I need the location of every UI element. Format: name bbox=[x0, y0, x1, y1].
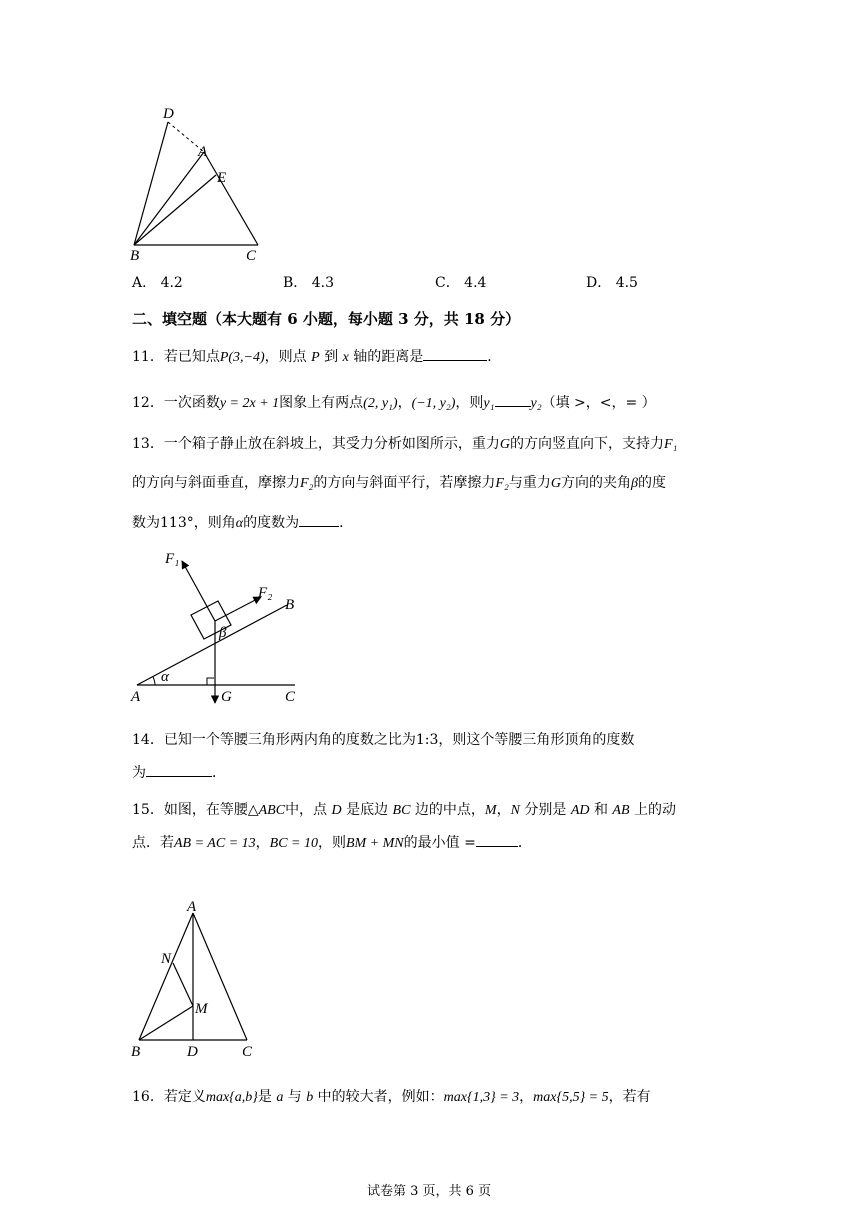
section-heading: 二、填空题（本大题有 6 小题，每小题 3 分，共 18 分） bbox=[132, 310, 521, 328]
question-13-line-3: 数为113°，则角α的度数为 ． bbox=[132, 512, 353, 532]
label-m: M bbox=[195, 1001, 208, 1017]
label-c: C bbox=[246, 248, 257, 264]
answer-blank-15[interactable] bbox=[476, 832, 518, 847]
option-d: D． 4.5 bbox=[586, 275, 638, 291]
segment-bm bbox=[139, 1006, 193, 1040]
option-b: B． 4.3 bbox=[283, 275, 335, 291]
label-a: A bbox=[187, 899, 197, 915]
option-d-value: 4.5 bbox=[615, 275, 638, 291]
question-15-line-2: 点．若AB = AC = 13，BC = 10，则BM + MN的最小值 = ． bbox=[132, 832, 532, 852]
answer-blank-11[interactable] bbox=[423, 346, 487, 361]
label-f2: F₂ bbox=[258, 585, 273, 601]
question-14-line-2: 为 ． bbox=[132, 762, 226, 782]
answer-blank-12[interactable] bbox=[495, 392, 531, 407]
label-e: E bbox=[217, 170, 227, 186]
label-alpha: α bbox=[161, 669, 169, 685]
segment-be bbox=[134, 175, 216, 245]
question-15-line-1: 15．如图，在等腰△ABC中，点 D 是底边 BC 边的中点，M，N 分别是 AD 和 AB 上的动 bbox=[132, 802, 676, 818]
label-c: C bbox=[242, 1044, 253, 1060]
label-a: A bbox=[131, 689, 141, 705]
segment-ab bbox=[139, 913, 193, 1040]
option-a: A． 4.2 bbox=[132, 275, 183, 291]
page-footer: 试卷第 3 页，共 6 页 bbox=[367, 1184, 492, 1199]
label-beta: β bbox=[219, 625, 227, 641]
segment-ba bbox=[134, 152, 204, 245]
force-f1-arrow bbox=[182, 561, 215, 621]
answer-blank-14[interactable] bbox=[146, 762, 212, 777]
label-f1: F₁ bbox=[165, 551, 180, 567]
segment-mn bbox=[173, 963, 193, 1006]
option-b-value: 4.3 bbox=[311, 275, 335, 291]
question-11: 11．若已知点P(3,−4)，则点 P 到 x 轴的距离是 ． bbox=[132, 346, 501, 366]
label-g: G bbox=[221, 689, 232, 705]
figure-force-diagram bbox=[125, 545, 315, 710]
question-13-line-1: 13．一个箱子静止放在斜坡上，其受力分析如图所示，重力G的方向竖直向下，支持力F₁ bbox=[132, 436, 678, 452]
question-16: 16．若定义max{a,b}是 a 与 b 中的较大者，例如：max{1,3} = 3，max{5,5} = 5，若有 bbox=[132, 1089, 651, 1105]
option-a-value: 4.2 bbox=[160, 275, 183, 291]
option-c-value: 4.4 bbox=[464, 275, 487, 291]
label-b: B bbox=[285, 597, 295, 613]
segment-ac bbox=[204, 152, 258, 245]
question-13-line-2: 的方向与斜面垂直，摩擦力F₂的方向与斜面平行，若摩擦力F₂与重力G方向的夹角β的度 bbox=[132, 475, 666, 491]
slope-line-ab bbox=[137, 605, 287, 685]
right-angle-mark bbox=[207, 678, 214, 685]
segment-ac bbox=[193, 913, 247, 1040]
figure-triangle-dabec bbox=[120, 100, 280, 265]
question-12: 12．一次函数y = 2x + 1图象上有两点(2, y₁)，(−1, y₂)，则y₁ y₂（填 >，<，= ） bbox=[132, 392, 656, 412]
label-d: D bbox=[163, 106, 174, 122]
label-n: N bbox=[161, 951, 172, 967]
alpha-arc bbox=[153, 677, 155, 685]
label-d: D bbox=[187, 1044, 198, 1060]
label-b: B bbox=[130, 248, 140, 264]
label-b: B bbox=[131, 1044, 141, 1060]
label-c: C bbox=[285, 689, 296, 705]
question-14-line-1: 14．已知一个等腰三角形两内角的度数之比为1:3，则这个等腰三角形顶角的度数 bbox=[132, 732, 635, 748]
answer-blank-13[interactable] bbox=[299, 512, 339, 527]
figure-isosceles-triangle bbox=[125, 895, 270, 1065]
option-c: C． 4.4 bbox=[435, 275, 487, 291]
segment-bd bbox=[134, 122, 168, 245]
label-a: A bbox=[198, 144, 208, 160]
